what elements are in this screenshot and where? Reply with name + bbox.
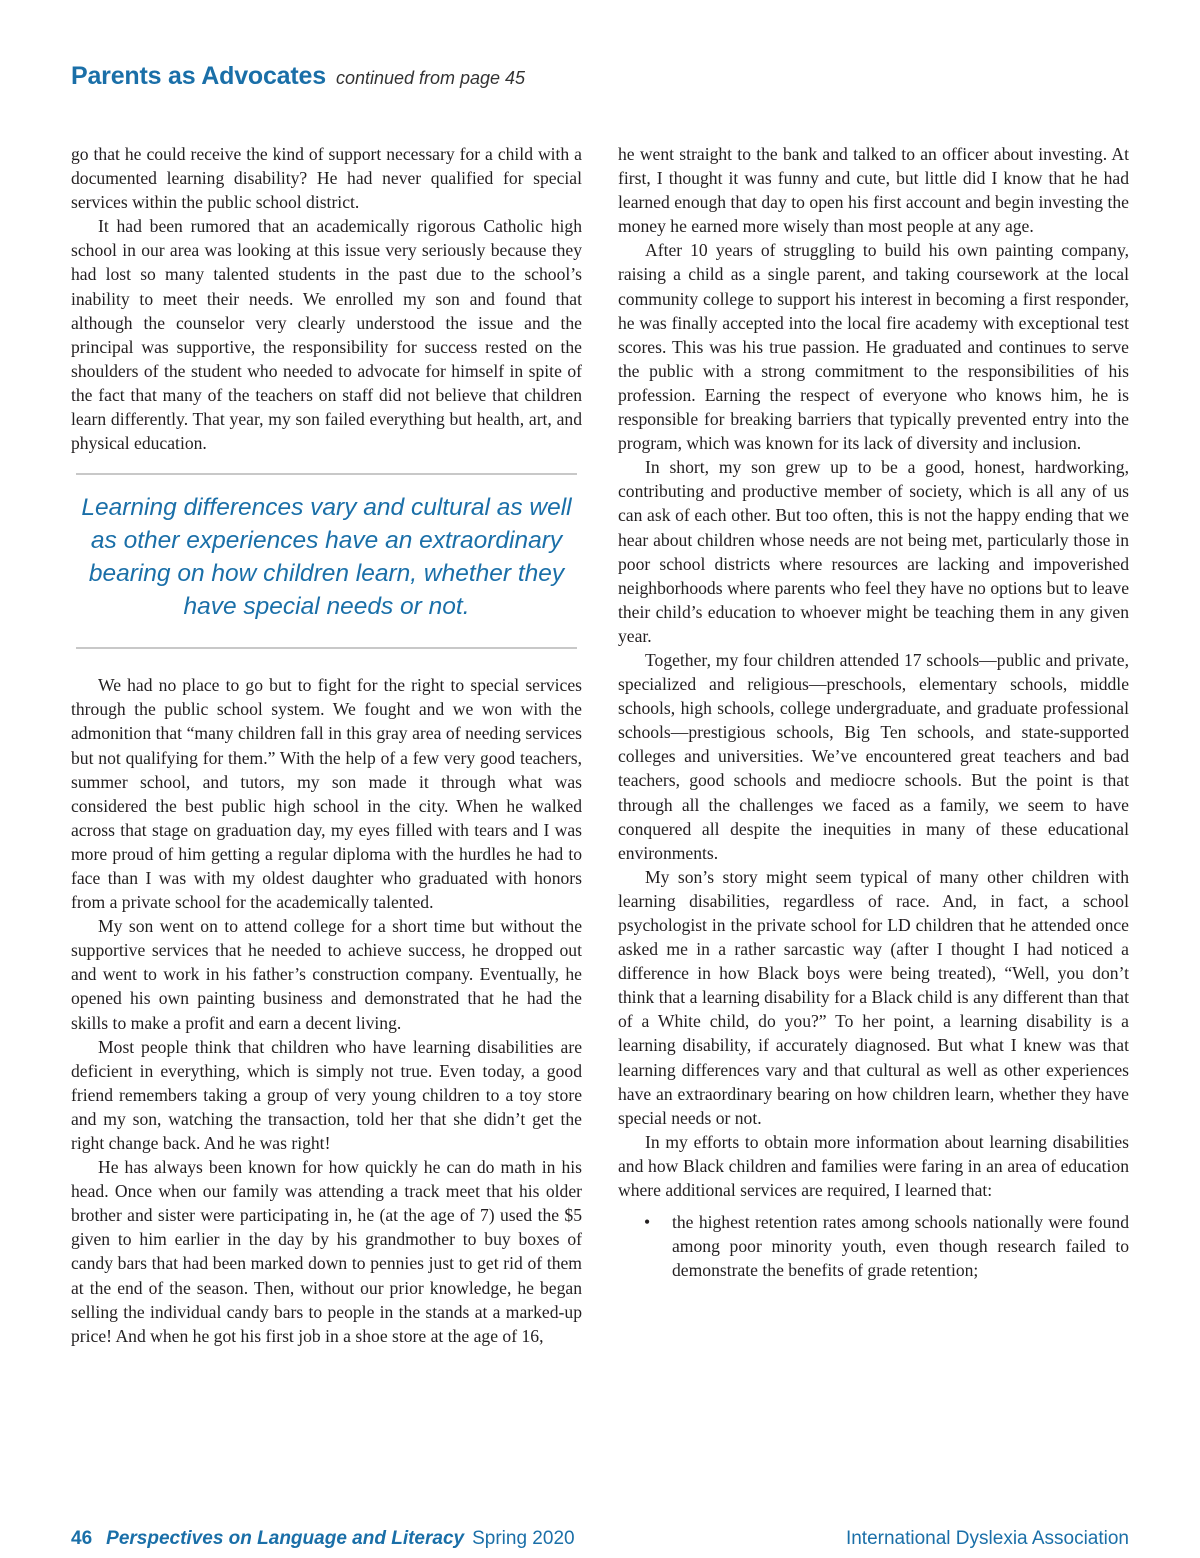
- left-column: [71, 142, 582, 1348]
- paragraph: In short, my son grew up to be a good, honest, hardworking, contributing and productive member of society, which is all any of us can ask of each other. But too often, this is not the happy ending that we hear about children whose needs are not being met, particularly those in poor school districts where resources are lacking and impoverished neighborhoods where parents who feel they have no options but to leave their child’s education to whoever might be teaching them in any given year.: [618, 457, 1129, 646]
- bullet-list: [618, 1210, 1129, 1282]
- paragraph: Most people think that children who have learning disabilities are deficient in everything, which is simply not true. Even today, a good friend remembers taking a group of very young children to a toy store and my son, watching the transaction, told her that she didn’t get the right change back. And he was right!: [71, 1036, 582, 1153]
- paragraph: It had been rumored that an academically rigorous Catholic high school in our area was looking at this issue very seriously because they had lost so many talented students in the past due to the school’s inability to meet their needs. We enrolled my son and found that although the counselor very clearly understood the issue and the principal was supportive, the responsibility for success rested on the shoulders of the student who needed to advocate for himself in spite of the fact that many of the teachers on staff did not believe that children learn differently. That year, my son failed everything but health, art, and physical education.: [71, 216, 582, 454]
- paragraph: He has always been known for how quickly he can do math in his head. Once when our family was attending a track meet that his older brother and sister were participating in, he (at the age of 7) used the $5 given to him earlier in the day by his grandmother to buy boxes of candy bars that had been marked down to pennies just to get rid of them at the end of the season. Then, without our prior knowledge, he began selling the individual candy bars to people in the stands at a marked-up price! And when he got his first job in a shoe store at the age of 16,: [71, 1157, 582, 1346]
- paragraph: Together, my four children attended 17 schools—public and private, specialized and religious—preschools, elementary schools, middle schools, high schools, college undergraduate, and graduate professional schools—prestigious schools, Big Ten schools, and state-supported colleges and universities. We’ve encountered great teachers and bad teachers, good schools and mediocre schools. But the point is that through all the challenges we faced as a family, we seem to have conquered all despite the inequities in many of these educational environments.: [618, 649, 1129, 863]
- paragraph: After 10 years of struggling to build his own painting company, raising a child as a single parent, and taking coursework at the local community college to support his interest in becoming a first responder, he was finally accepted into the local fire academy with exceptional test scores. This was his true passion. He graduated and continues to serve the public with a strong commitment to the responsibilities of his profession. Earning the respect of everyone who knows him, he is responsible for breaking barriers that typically prevented entry into the program, which was known for its lack of diversity and inclusion.: [618, 240, 1129, 454]
- journal-title: Perspectives on Language and Literacy: [106, 1528, 465, 1549]
- section-title: Parents as Advocates: [71, 62, 326, 90]
- issue-date: Spring 2020: [472, 1528, 575, 1549]
- continued-note: continued from page 45: [335, 68, 526, 88]
- paragraph: he went straight to the bank and talked to an officer about investing. At first, I thought it was funny and cute, but little did I know that he had learned enough that day to open his first account and begin investing the money he earned more wisely than most people at any age.: [618, 144, 1129, 237]
- paragraph: My son’s story might seem typical of many other children with learning disabilities, regardless of race. And, in fact, a school psychologist in the private school for LD children that he attended once asked me in a rather sarcastic way (after I thought I had noticed a difference in how Black boys were being treated), “Well, you don’t think that a learning disability for a Black child is any different than that of a White child, do you?” To her point, a learning disability is a learning disability, if accurately diagnosed. But what I knew was that learning differences vary and that cultural as well as other experiences have an extraordinary bearing on how children learn, whether they have special needs or not.: [618, 866, 1129, 1128]
- organization-name: International Dyslexia Association: [845, 1528, 1129, 1549]
- paragraph: We had no place to go but to fight for the right to special services through the public school system. We fought and we won with the admonition that “many children fall in this gray area of needing services but not qualifying for them.” With the help of a few very good teachers, summer school, and tutors, my son made it through what was considered the best public high school in the city. When he walked across that stage on graduation day, my eyes filled with tears and I was more proud of him getting a regular diploma with the hurdles he had to face than I was with my oldest daughter who graduated with honors from a private school for the academically talented.: [71, 675, 582, 913]
- paragraph: go that he could receive the kind of support necessary for a child with a documented learning disability? He had never qualified for special services within the public school district.: [71, 144, 582, 213]
- page-footer: [71, 1528, 1129, 1550]
- paragraph: My son went on to attend college for a short time but without the supportive services that he needed to achieve success, he dropped out and went to work in his father’s construction company. Eventually, he opened his own painting business and demonstrated that he had the skills to make a profit and earn a decent living.: [71, 916, 582, 1033]
- page-number: 46: [71, 1528, 93, 1549]
- page-header: [71, 62, 525, 91]
- right-column: [618, 142, 1129, 1282]
- list-item-text: the highest retention rates among schools nationally were found among poor minority youth, even though research failed to demonstrate the benefits of grade retention;: [672, 1212, 1129, 1281]
- list-item: [618, 1210, 1129, 1282]
- paragraph: In my efforts to obtain more information about learning disabilities and how Black children and families were faring in an area of education where additional services are required, I learned that:: [618, 1131, 1129, 1201]
- bullet-icon: •: [644, 1212, 651, 1233]
- pull-quote: Learning differences vary and cultural as well as other experiences have an extraordinary bearing on how children learn, whether they have special needs or not.: [76, 473, 577, 649]
